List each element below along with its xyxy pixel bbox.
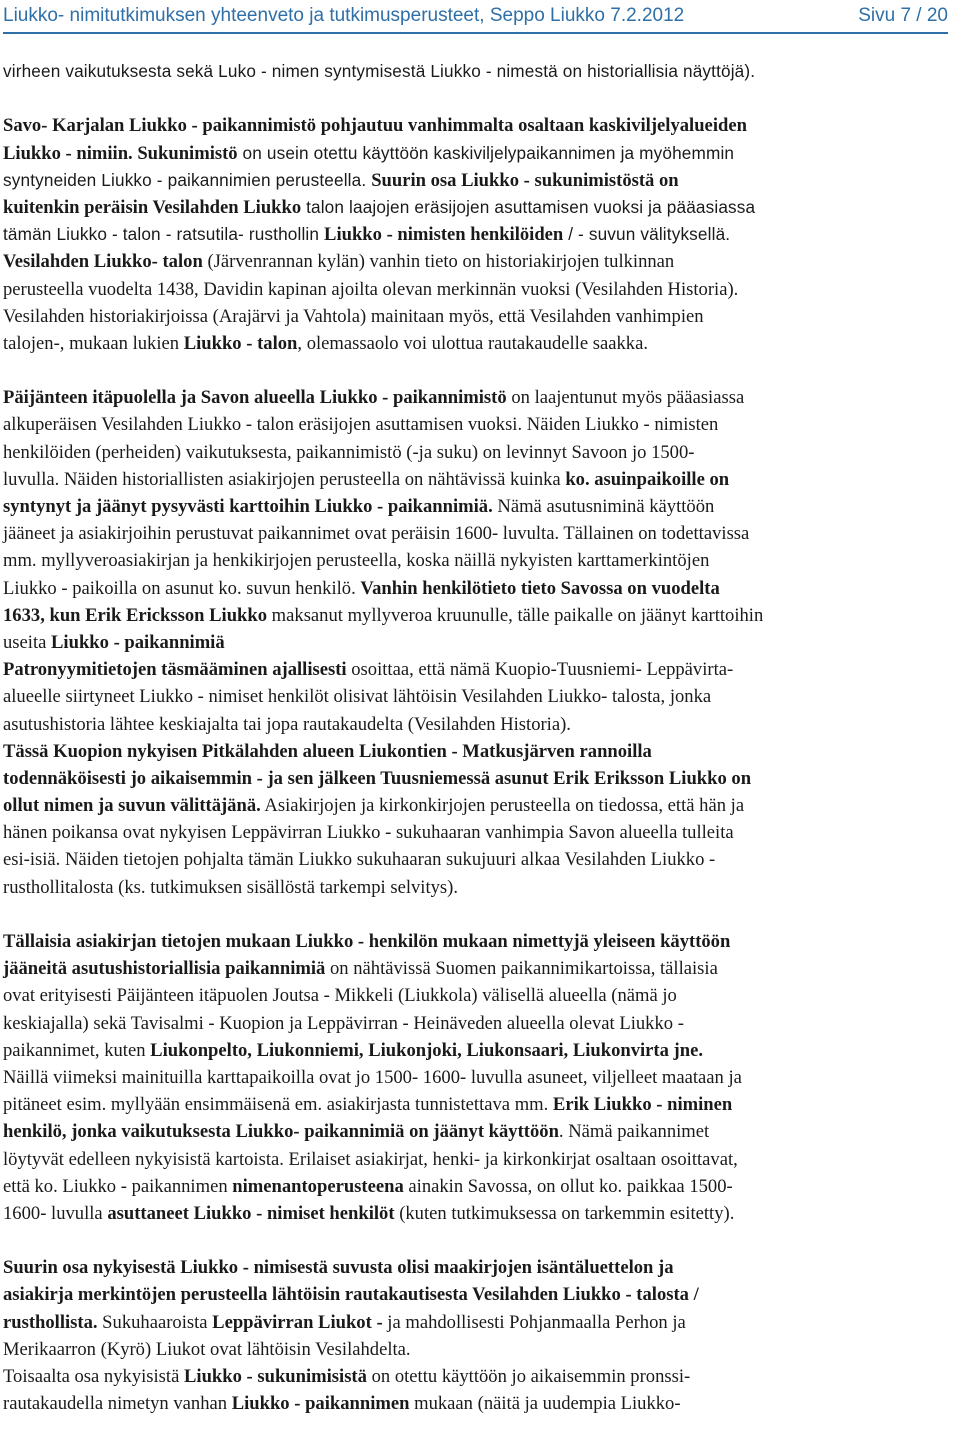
text-line <box>3 1010 955 1037</box>
text-run: syntyneiden Liukko - paikannimien perusteella. <box>3 169 372 190</box>
text-line <box>3 1118 955 1145</box>
bold-text-run: Päijänteen itäpuolella ja Savon alueella Liukko - paikannimistö <box>3 387 507 409</box>
text-run: on otettu käyttöön jo aikaisemmin pronssi- <box>366 1366 691 1387</box>
text-run: Toisaalta osa nykyisistä <box>3 1366 184 1387</box>
text-run: mukaan (näitä ja uudempia Liukko- <box>409 1393 681 1415</box>
text-line <box>3 1146 955 1173</box>
text-line <box>3 140 955 167</box>
text-run: esi-isiä. Näiden tietojen pohjalta tämän Liukko sukuhaaran sukujuuri alkaa Vesilahden Liukko - <box>3 849 716 871</box>
text-line <box>3 520 955 547</box>
paragraph-gap <box>3 357 955 384</box>
text-line <box>3 439 955 466</box>
text-run: talojen-, mukaan lukien <box>3 332 184 354</box>
bold-text-run: asiakirja merkintöjen perusteella lähtöisin rautakautisesta Vesilahden Liukko - talosta / <box>3 1284 699 1306</box>
text-run: Nämä asutusniminä käyttöön <box>492 496 715 517</box>
text-line <box>3 194 955 221</box>
text-line <box>3 221 955 248</box>
text-run: ovat erityisesti Päijänteen itäpuolen Joutsa - Mikkeli (Liukkola) välisellä alueella (nämä jo <box>3 985 677 1007</box>
text-line <box>3 819 955 846</box>
page-number: Sivu 7 / 20 <box>858 5 948 26</box>
text-line <box>3 466 955 493</box>
text-line <box>3 248 955 275</box>
document-body <box>3 58 955 1417</box>
text-run: jääneet ja asiakirjoihin perustuvat paikannimet ovat peräisin 1600- luvulta. Tällainen on todettavissa <box>3 523 750 545</box>
bold-text-run: Vesilahden Liukko- talon <box>3 251 203 273</box>
text-line <box>3 629 955 656</box>
text-line <box>3 1281 955 1308</box>
bold-text-run: asuttaneet Liukko - nimiset henkilöt <box>107 1202 395 1224</box>
text-run: mm. myllyveroasiakirjan ja henkikirjojen perusteella, koska näillä nykyisten karttamerkintöjen <box>3 550 710 572</box>
text-line <box>3 874 955 901</box>
bold-text-run: Liukonpelto, Liukonniemi, Liukonjoki, Liukonsaari, Liukonvirta jne. <box>150 1039 703 1061</box>
text-run: (Järvenrannan kylän) vanhin tieto on historiakirjojen tulkinnan <box>202 251 675 273</box>
text-line <box>3 683 955 710</box>
bold-text-run: Liukko - talon <box>183 332 298 354</box>
bold-text-run: Tällaisia asiakirjan tietojen mukaan Liukko - henkilön mukaan nimettyjä yleiseen käyttöön <box>3 931 731 952</box>
text-line <box>3 1336 955 1363</box>
bold-text-run: todennäköisesti jo aikaisemmin - ja sen jälkeen Tuusniemessä asunut Erik Eriksson Liukko on <box>3 767 752 789</box>
text-line <box>3 303 955 330</box>
text-run: 1600- luvulla <box>3 1202 108 1224</box>
bold-text-run: jääneitä asutushistoriallisia paikannimiä <box>3 958 326 980</box>
bold-text-run: kuitenkin peräisin Vesilahden Liukko <box>3 196 302 218</box>
text-run: Sukuhaaroista <box>97 1311 213 1333</box>
text-line <box>3 493 955 520</box>
bold-text-run: 1633, kun Erik Ericksson Liukko <box>3 604 268 626</box>
text-run: on usein otettu käyttöön kaskiviljelypaikannimen ja myöhemmin <box>237 142 735 163</box>
text-line <box>3 928 955 955</box>
text-line <box>3 656 955 683</box>
text-line <box>3 167 955 194</box>
text-run: pitäneet esim. myllyään ensimmäisenä em. asiakirjasta tunnistettava mm. <box>3 1094 553 1116</box>
text-run: talon laajojen eräsijojen asuttamisen vuoksi ja pääasiassa <box>301 196 756 217</box>
text-run: löytyvät edelleen nykyisistä kartoista. Erilaiset asiakirjat, henki- ja kirkonkirjat osaltaan osoittavat, <box>3 1148 738 1170</box>
text-line <box>3 547 955 574</box>
text-run: , olemassaolo voi ulottua rautakaudelle saakka. <box>297 332 648 354</box>
text-run: Merikaarron (Kyrö) Liukot ovat lähtöisin Vesilahdelta. <box>3 1338 411 1360</box>
text-run: Näillä viimeksi mainituilla karttapaikoilla ovat jo 1500- 1600- luvulla asuneet, viljelleet maataan ja <box>3 1066 742 1088</box>
text-line <box>3 330 955 357</box>
text-run: perusteella vuodelta 1438, Davidin kapinan ajoilta olevan merkinnän vuoksi (Vesilahden Historia). <box>3 278 739 300</box>
bold-text-run: Leppävirran Liukot - <box>212 1311 383 1333</box>
bold-text-run: Erik Liukko - niminen <box>552 1094 733 1116</box>
text-line <box>3 575 955 602</box>
text-run: / - suvun välityksellä. <box>563 224 731 245</box>
text-line <box>3 711 955 738</box>
text-line <box>3 738 955 765</box>
text-run: Asiakirjojen ja kirkonkirjojen perusteella on tiedossa, että hän ja <box>260 795 745 817</box>
bold-text-run: Suurin osa Liukko - sukunimistöstä on <box>371 169 679 191</box>
text-line <box>3 1173 955 1200</box>
text-line <box>3 765 955 792</box>
text-run: tämän Liukko - talon - ratsutila- rusthollin <box>3 224 325 245</box>
bold-text-run: Vanhin henkilötieto tieto Savossa on vuodelta <box>360 577 720 599</box>
bold-text-run: syntynyt ja jäänyt pysyvästi karttoihin Liukko - paikannimiä. <box>3 496 493 517</box>
text-run: osoittaa, että nämä Kuopio-Tuusniemi- Leppävirta- <box>346 659 734 681</box>
text-line <box>3 1363 955 1390</box>
text-run: alkuperäisen Vesilahden Liukko - talon eräsijojen asuttamisen vuoksi. Näiden Liukko - nimisten <box>3 414 719 436</box>
text-line <box>3 112 955 139</box>
text-line <box>3 1064 955 1091</box>
header-title: Liukko- nimitutkimuksen yhteenveto ja tutkimusperusteet, Seppo Liukko 7.2.2012 <box>3 5 685 26</box>
bold-text-run: rusthollista. <box>3 1311 98 1333</box>
text-run: asutushistoria lähtee keskiajalta tai jopa rautakaudelta (Vesilahden Historia). <box>3 713 571 735</box>
text-line <box>3 1390 955 1417</box>
bold-text-run: Liukko - paikannimiä <box>51 631 225 653</box>
text-run: virheen vaikutuksesta sekä Luko - nimen syntymisestä Liukko - nimestä on historiallisia näyttöjä). <box>3 61 756 81</box>
text-run: keskiajalla) sekä Tavisalmi - Kuopion ja Leppävirran - Heinäveden alueella olevat Liukko - <box>3 1012 684 1034</box>
paragraph-gap <box>3 85 955 112</box>
text-line <box>3 792 955 819</box>
text-run: . Nämä paikannimet <box>558 1121 710 1143</box>
text-run: hänen poikansa ovat nykyisen Leppävirran Liukko - sukuhaaran vanhimpia Savon alueella tulleita <box>3 822 734 844</box>
bold-text-run: nimenantoperusteena <box>232 1175 404 1197</box>
bold-text-run: Suurin osa nykyisestä Liukko - nimisestä suvusta olisi maakirjojen isäntäluettelon ja <box>3 1257 674 1279</box>
bold-text-run: Tässä Kuopion nykyisen Pitkälahden alueen Liukontien - Matkusjärven rannoilla <box>3 740 652 762</box>
text-run: (kuten tutkimuksessa on tarkemmin esitetty). <box>394 1202 735 1224</box>
text-run: ainakin Savossa, on ollut ko. paikkaa 1500- <box>403 1175 733 1197</box>
bold-text-run: Liukko - nimisten henkilöiden <box>324 224 564 246</box>
text-line <box>3 1200 955 1227</box>
text-line <box>3 955 955 982</box>
text-run: että ko. Liukko - paikannimen <box>3 1175 233 1197</box>
text-line <box>3 276 955 303</box>
bold-text-run: henkilö, jonka vaikutuksesta Liukko- paikannimiä on jäänyt käyttöön <box>3 1121 559 1143</box>
paragraph-gap <box>3 1227 955 1254</box>
text-run: Vesilahden historiakirjoissa (Arajärvi ja Vahtola) mainitaan myös, että Vesilahden vanhimpien <box>3 305 704 327</box>
bold-text-run: Liukko - sukunimisistä <box>184 1366 367 1387</box>
text-run: on laajentunut myös pääasiassa <box>506 387 745 409</box>
text-line <box>3 1091 955 1118</box>
text-run: useita <box>3 631 52 653</box>
text-run: Liukko - paikoilla on asunut ko. suvun henkilö. <box>3 577 361 599</box>
text-run: paikannimet, kuten <box>3 1039 151 1061</box>
bold-text-run: Savo- Karjalan Liukko - paikannimistö pohjautuu vanhimmalta osaltaan kaskiviljelyalueiden <box>3 115 747 137</box>
bold-text-run: Patronyymitietojen täsmääminen ajallisesti <box>3 659 347 681</box>
text-run: on nähtävissä Suomen paikannimikartoissa, tällaisia <box>325 958 718 980</box>
bold-text-run: Liukko - nimiin. Sukunimistö <box>3 142 238 164</box>
text-run: rautakaudella nimetyn vanhan <box>3 1393 232 1415</box>
bold-text-run: ko. asuinpaikoille on <box>565 468 730 490</box>
text-line <box>3 1254 955 1281</box>
text-line <box>3 384 955 411</box>
text-run: henkilöiden (perheiden) vaikutuksesta, paikannimistö (-ja suku) on levinnyt Savoon jo 1500- <box>3 441 695 463</box>
text-line <box>3 411 955 438</box>
text-line <box>3 602 955 629</box>
text-line <box>3 1309 955 1336</box>
paragraph-gap <box>3 901 955 928</box>
bold-text-run: Liukko - paikannimen <box>231 1393 410 1415</box>
text-run: rusthollitalosta (ks. tutkimuksen sisällöstä tarkempi selvitys). <box>3 876 458 898</box>
bold-text-run: ollut nimen ja suvun välittäjänä. <box>3 795 261 817</box>
text-run: ja mahdollisesti Pohjanmaalla Perhon ja <box>382 1311 686 1333</box>
text-run: luvulla. Näiden historiallisten asiakirjojen perusteella on nähtävissä kuinka <box>3 468 566 490</box>
text-line <box>3 846 955 873</box>
text-run: alueelle siirtyneet Liukko - nimiset henkilöt olisivat lähtöisin Vesilahden Liukko- talosta, jonka <box>3 686 712 708</box>
page-header <box>3 2 948 34</box>
text-run: maksanut myllyveroa kruunulle, tälle paikalle on jäänyt karttoihin <box>267 604 764 626</box>
text-line <box>3 58 955 85</box>
text-line <box>3 982 955 1009</box>
text-line <box>3 1037 955 1064</box>
